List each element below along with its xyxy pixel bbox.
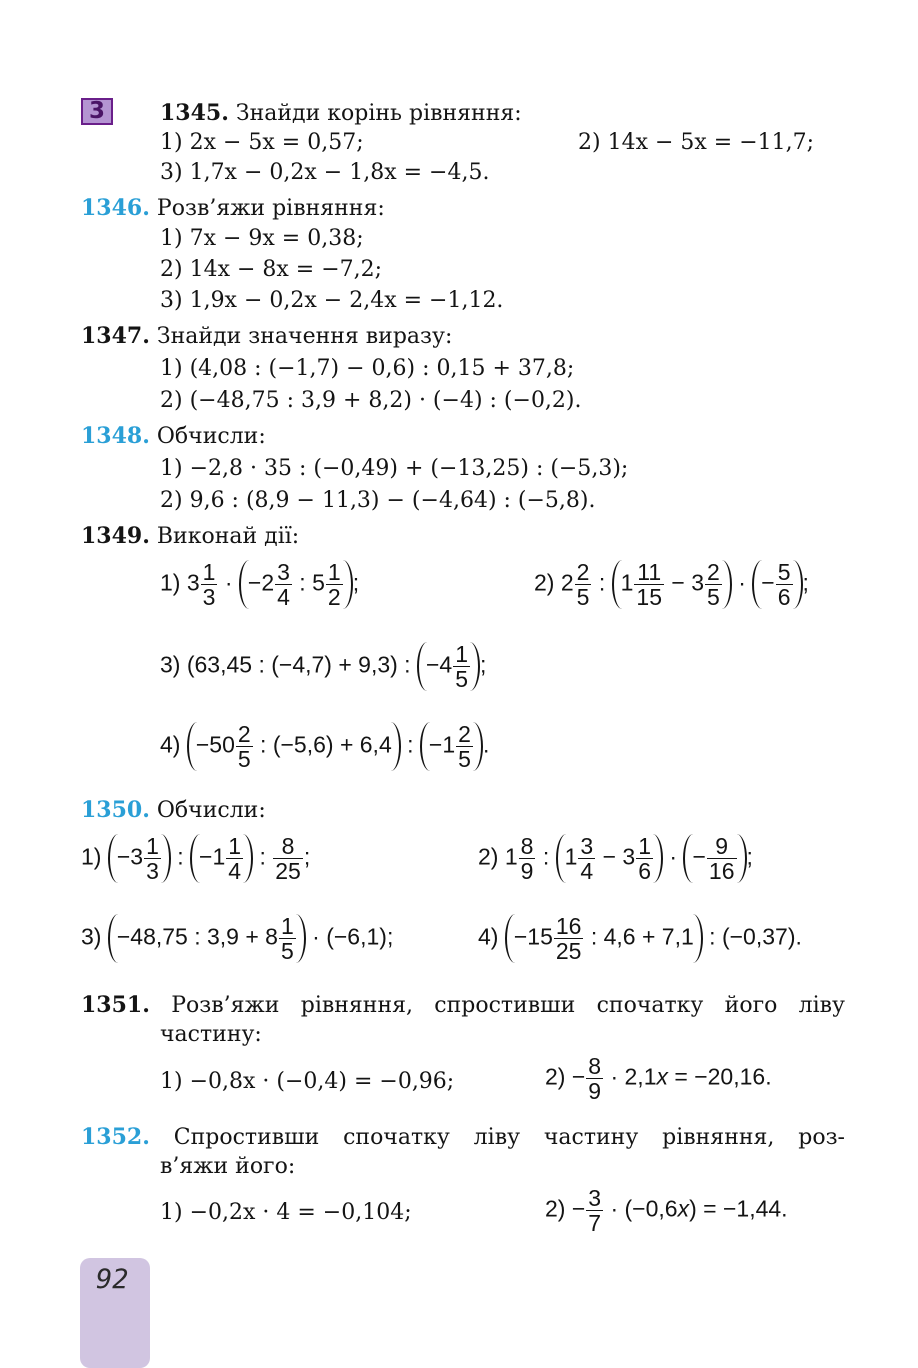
- exercise-1346-item-1: 1) 7x − 9x = 0,38;: [160, 226, 364, 251]
- exercise-1346-item-3: 3) 1,9x − 0,2x − 2,4x = −1,12.: [160, 288, 504, 313]
- section-badge: 3: [81, 98, 113, 125]
- exercise-1345-heading: 1345. Знайди корінь рівняння:: [160, 100, 522, 126]
- exercise-1346-heading: 1346. Розв’яжи рівняння:: [81, 195, 385, 221]
- exercise-1350-item-2: 2) 1 $\frac{8}{9}$ : 1 $\frac{3}{4}$ − 3 $\frac{1}{6}$ · − $\frac{9}{16}$ ;: [478, 833, 753, 884]
- exercise-1349-item-1: 1) 3 $\frac{1}{3}$ · −2 $\frac{3}{4}$ : 5 $\frac{1}{2}$ ;: [160, 559, 360, 610]
- exercise-1351-heading-cont: частину:: [160, 1022, 262, 1047]
- exercise-1346-item-2: 2) 14x − 8x = −7,2;: [160, 257, 383, 282]
- page-number: 92: [96, 1264, 129, 1295]
- exercise-1350-item-4: 4) −15 $\frac{16}{25}$ : 4,6 + 7,1 : (−0,37).: [478, 913, 802, 964]
- exercise-1352-item-2: 2) − $\frac{3}{7}$ · (−0,6x) = −1,44.: [545, 1185, 788, 1236]
- exercise-1345-item-3: 3) 1,7x − 0,2x − 1,8x = −4,5.: [160, 160, 490, 185]
- exercise-1352-item-1: 1) −0,2x · 4 = −0,104;: [160, 1200, 412, 1225]
- exercise-1351-heading: 1351. Розв’яжи рівняння, спростивши спочатку його ліву: [81, 992, 845, 1018]
- exercise-1345-item-2: 2) 14x − 5x = −11,7;: [578, 130, 815, 155]
- exercise-1351-item-2: 2) − $\frac{8}{9}$ · 2,1x = −20,16.: [545, 1053, 772, 1104]
- exercise-1345-item-1: 1) 2x − 5x = 0,57;: [160, 130, 364, 155]
- exercise-1349-item-3: 3) (63,45 : (−4,7) + 9,3) : −4 $\frac{1}{5}$ ;: [160, 641, 487, 692]
- exercise-1352-heading-cont: в’яжи його:: [160, 1154, 296, 1179]
- exercise-1350-heading: 1350. Обчисли:: [81, 797, 266, 823]
- exercise-1350-item-3: 3) −48,75 : 3,9 + 8 $\frac{1}{5}$ · (−6,1);: [81, 913, 394, 964]
- exercise-1350-item-1: 1) −3 $\frac{1}{3}$ : −1 $\frac{1}{4}$ : $\frac{8}{25}$ ;: [81, 833, 311, 884]
- exercise-1352-heading: 1352. Спростивши спочатку ліву частину рівняння, роз-: [81, 1124, 845, 1150]
- exercise-1349-item-2: 2) 2 $\frac{2}{5}$ : 1 $\frac{11}{15}$ − 3 $\frac{2}{5}$ · − $\frac{5}{6}$ ;: [534, 559, 809, 610]
- exercise-1349-item-4: 4) −50 $\frac{2}{5}$ : (−5,6) + 6,4 : −1 $\frac{2}{5}$ .: [160, 721, 490, 772]
- exercise-1347-heading: 1347. Знайди значення виразу:: [81, 323, 453, 349]
- exercise-1348-heading: 1348. Обчисли:: [81, 423, 266, 449]
- exercise-1347-item-2: 2) (−48,75 : 3,9 + 8,2) · (−4) : (−0,2).: [160, 388, 582, 413]
- exercise-1347-item-1: 1) (4,08 : (−1,7) − 0,6) : 0,15 + 37,8;: [160, 356, 575, 381]
- exercise-1349-heading: 1349. Виконай дії:: [81, 523, 300, 549]
- exercise-1348-item-1: 1) −2,8 · 35 : (−0,49) + (−13,25) : (−5,3);: [160, 456, 629, 481]
- exercise-1351-item-1: 1) −0,8x · (−0,4) = −0,96;: [160, 1069, 455, 1094]
- exercise-1348-item-2: 2) 9,6 : (8,9 − 11,3) − (−4,64) : (−5,8).: [160, 488, 596, 513]
